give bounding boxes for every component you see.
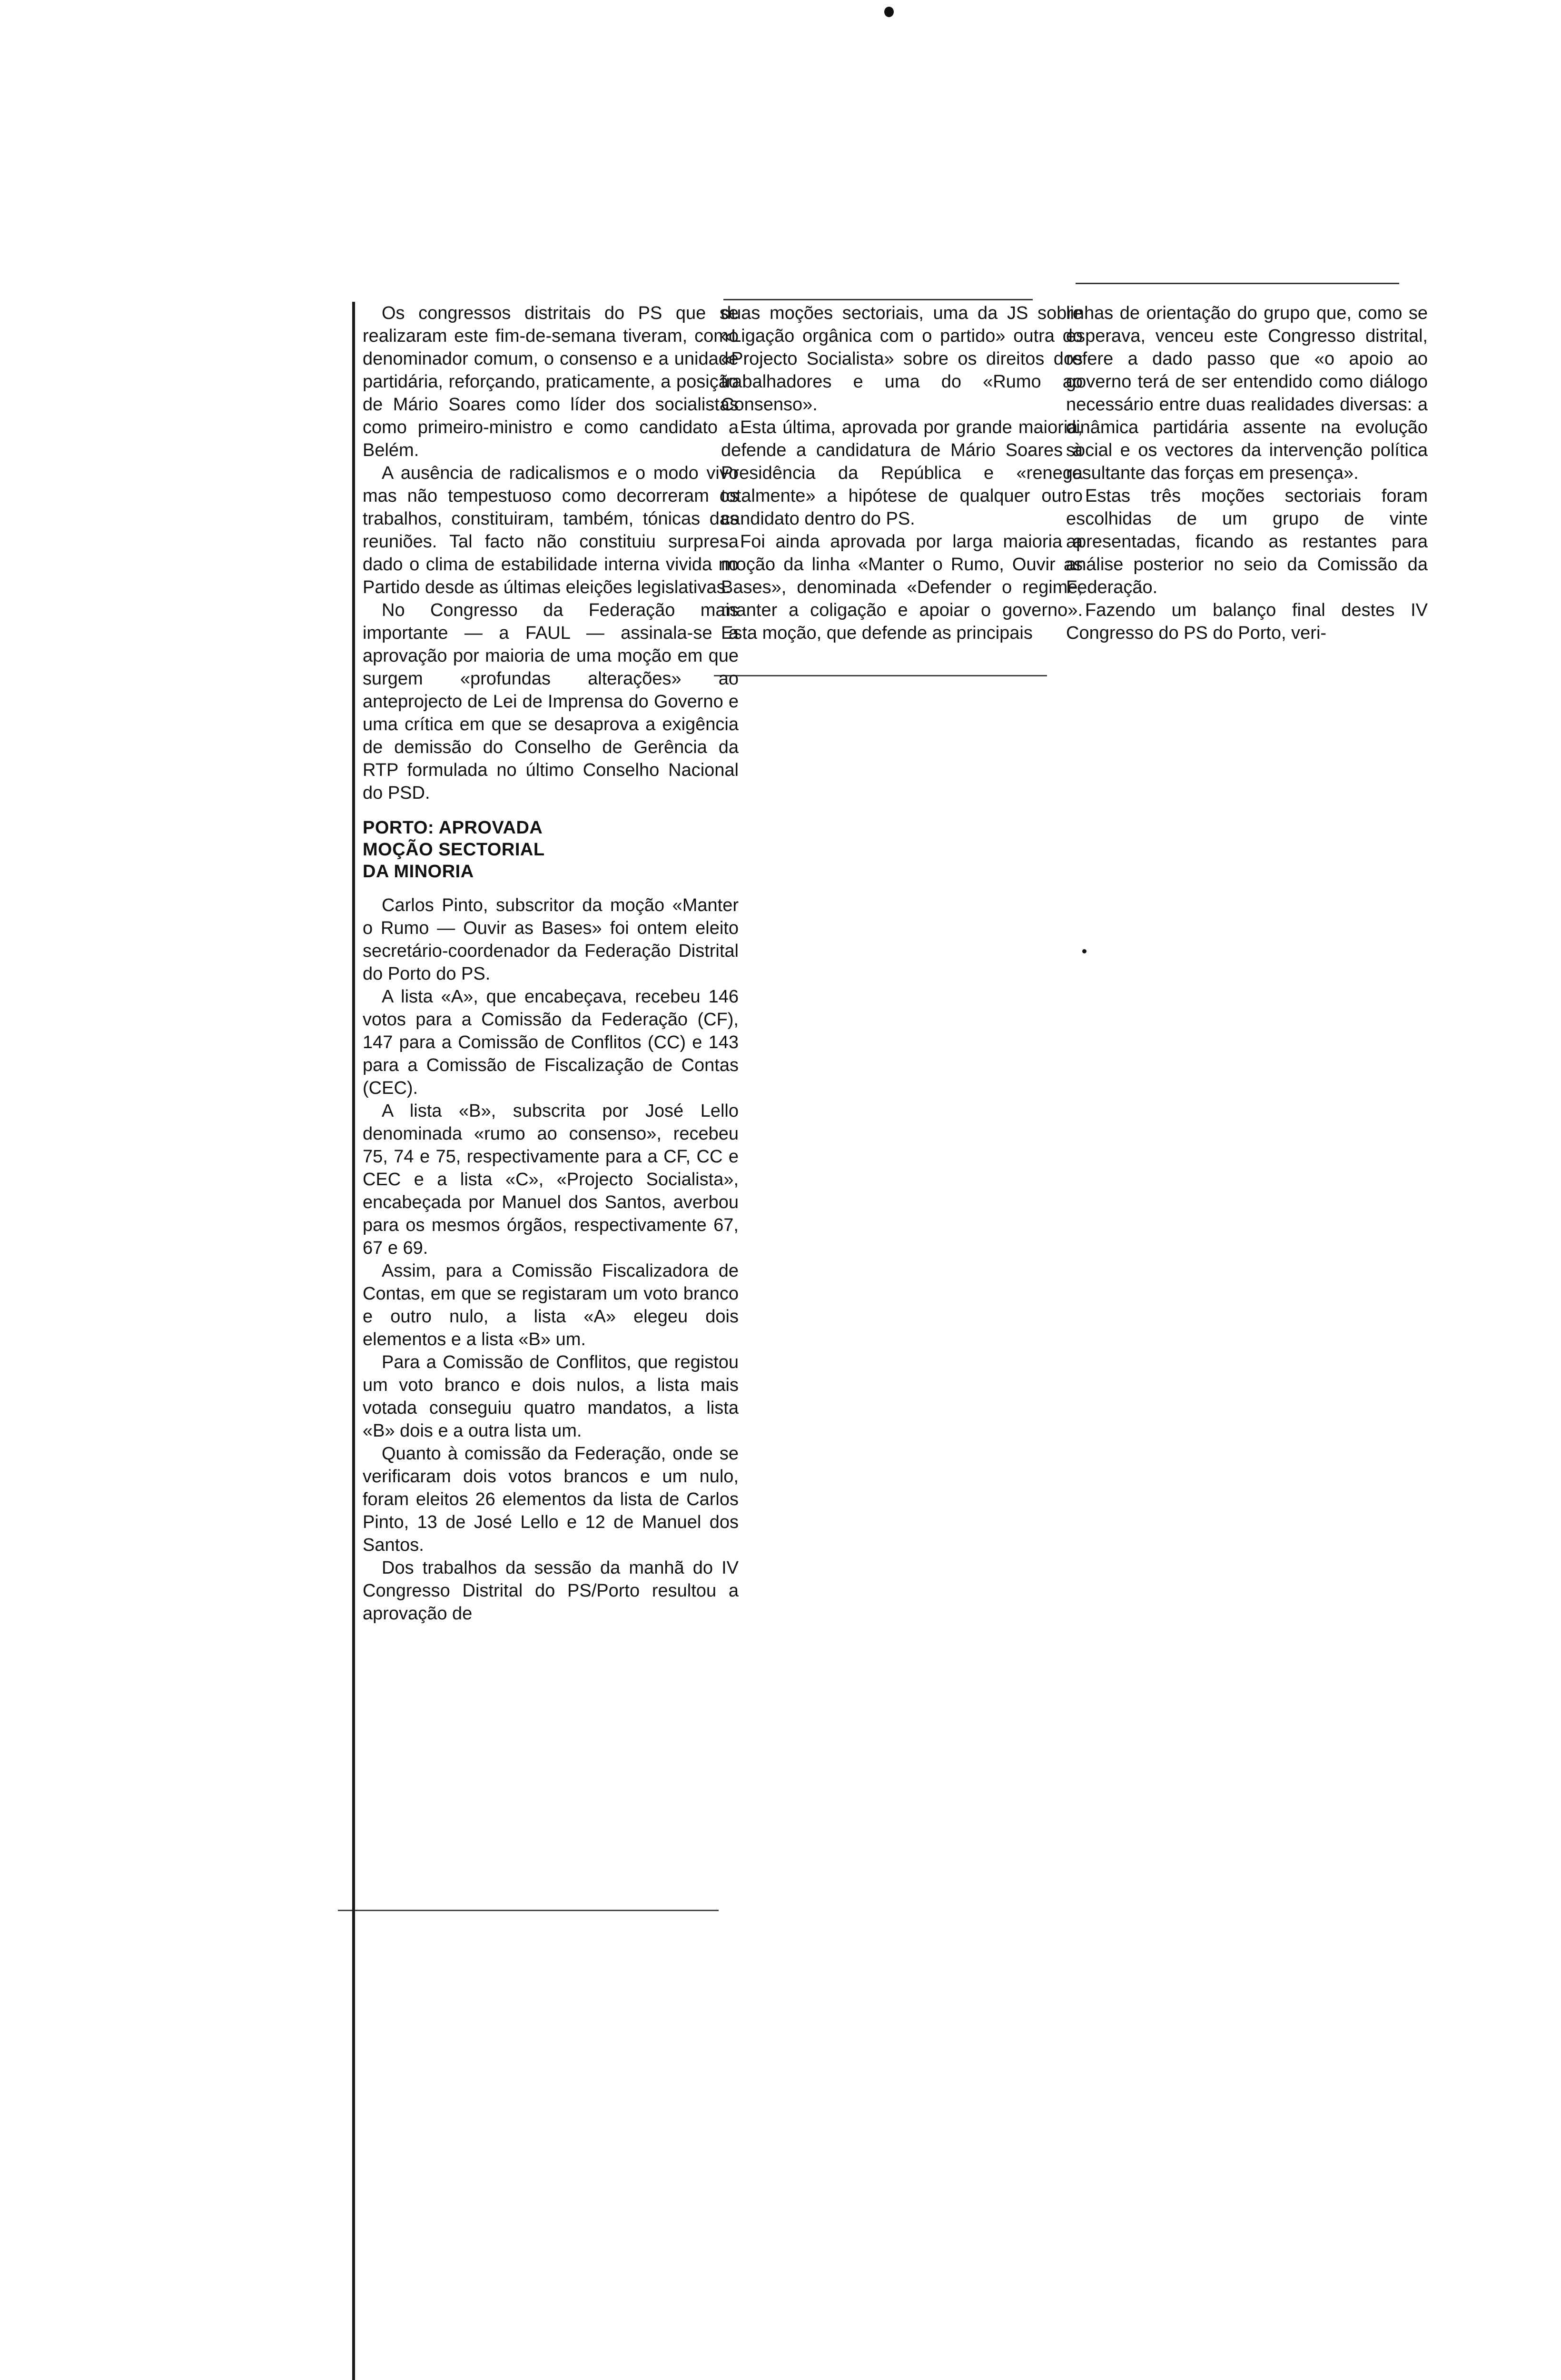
paragraph: No Congresso da Federação mais importante — a FAUL — assinala-se a aprovação por maioria de uma moção em que surgem «profundas alterações» ao anteprojecto de Lei de Imprensa do Governo e uma crítica em que se desaprova a exigência de demissão do Conselho de Gerência da RTP formulada no último Conselho Nacional do PSD.	[363, 600, 739, 803]
paragraph: Carlos Pinto, subscritor da moção «Manter o Rumo — Ouvir as Bases» foi ontem eleito secretário-coordenador da Federação Distrital do Porto do PS.	[363, 895, 739, 984]
column-bottom-edge	[714, 675, 1047, 676]
paragraph: linhas de orientação do grupo que, como se esperava, venceu este Congresso distrital, refere a dado passo que «o apoio ao governo terá de ser entendido como diálogo necessário entre duas realidades diversas: a dinâmica partidária assente na evolução social e os vectores da intervenção política resultante das forças em presença».	[1066, 303, 1428, 483]
paragraph: A ausência de radicalismos e o modo vivo mas não tempestuoso como decorreram os trabalhos, constituiram, também, tónicas das reuniões. Tal facto não constituiu surpresa dado o clima de estabilidade interna vivida no Partido desde as últimas eleições legislativas.	[363, 463, 739, 597]
paragraph: duas moções sectoriais, uma da JS sobre «Ligação orgânica com o partido» outra do «Projecto Socialista» sobre os direitos dos trabalhadores e uma do «Rumo ao Consenso».	[721, 303, 1083, 415]
paragraph: Para a Comissão de Conflitos, que registou um voto branco e dois nulos, a lista mais votada conseguiu quatro mandatos, a lista «B» dois e a outra lista um.	[363, 1352, 739, 1441]
article-column-1	[352, 302, 739, 2380]
article-column-3	[1066, 302, 1428, 645]
paragraph: Estas três moções sectoriais foram escolhidas de um grupo de vinte apresentadas, ficando as restantes para análise posterior no seio da Comissão da Federação.	[1066, 486, 1428, 597]
paragraph: Dos trabalhos da sessão da manhã do IV Congresso Distrital do PS/Porto resultou a aprovação de	[363, 1558, 739, 1624]
subheading-line: DA MINORIA	[363, 862, 474, 882]
paragraph: Foi ainda aprovada por larga maioria a moção da linha «Manter o Rumo, Ouvir as Bases», denominada «Defender o regime, manter a coligação e apoiar o governo». Esta moção, que defende as principais	[721, 532, 1083, 643]
paragraph: A lista «A», que encabeçava, recebeu 146 votos para a Comissão da Federação (CF), 147 para a Comissão de Conflitos (CC) e 143 para a Comissão de Fiscalização de Contas (CEC).	[363, 987, 739, 1098]
ink-dot	[1082, 949, 1087, 953]
paragraph: Quanto à comissão da Federação, onde se verificaram dois votos brancos e um nulo, foram eleitos 26 elementos da lista de Carlos Pinto, 13 de José Lello e 12 de Manuel dos Santos.	[363, 1444, 739, 1555]
article-column-2	[721, 302, 1083, 645]
column-top-edge	[723, 299, 1033, 300]
subheading-line: PORTO: APROVADA	[363, 818, 543, 838]
paragraph: A lista «B», subscrita por José Lello denominada «rumo ao consenso», recebeu 75, 74 e 75, respectivamente para a CF, CC e CEC e a lista «C», «Projecto Socialista», encabeçada por Manuel dos Santos, averbou para os mesmos órgãos, respectivamente 67, 67 e 69.	[363, 1101, 739, 1258]
paragraph: Fazendo um balanço final destes IV Congresso do PS do Porto, veri-	[1066, 600, 1428, 643]
subheading-line: MOÇÃO SECTORIAL	[363, 840, 545, 860]
column-top-edge	[1076, 283, 1399, 284]
paragraph: Os congressos distritais do PS que se realizaram este fim-de-semana tiveram, como denominador comum, o consenso e a unidade partidária, reforçando, praticamente, a posição de Mário Soares como líder dos socialistas como primeiro-ministro e como candidato a Belém.	[363, 303, 739, 460]
ink-speck	[884, 7, 894, 17]
section-subheading	[363, 817, 739, 883]
paragraph: Esta última, aprovada por grande maioria, defende a candidatura de Mário Soares à Presidência da República e «renega totalmente» a hipótese de qualquer outro candidato dentro do PS.	[721, 417, 1083, 529]
paragraph: Assim, para a Comissão Fiscalizadora de Contas, em que se registaram um voto branco e outro nulo, a lista «A» elegeu dois elementos e a lista «B» um.	[363, 1261, 739, 1349]
